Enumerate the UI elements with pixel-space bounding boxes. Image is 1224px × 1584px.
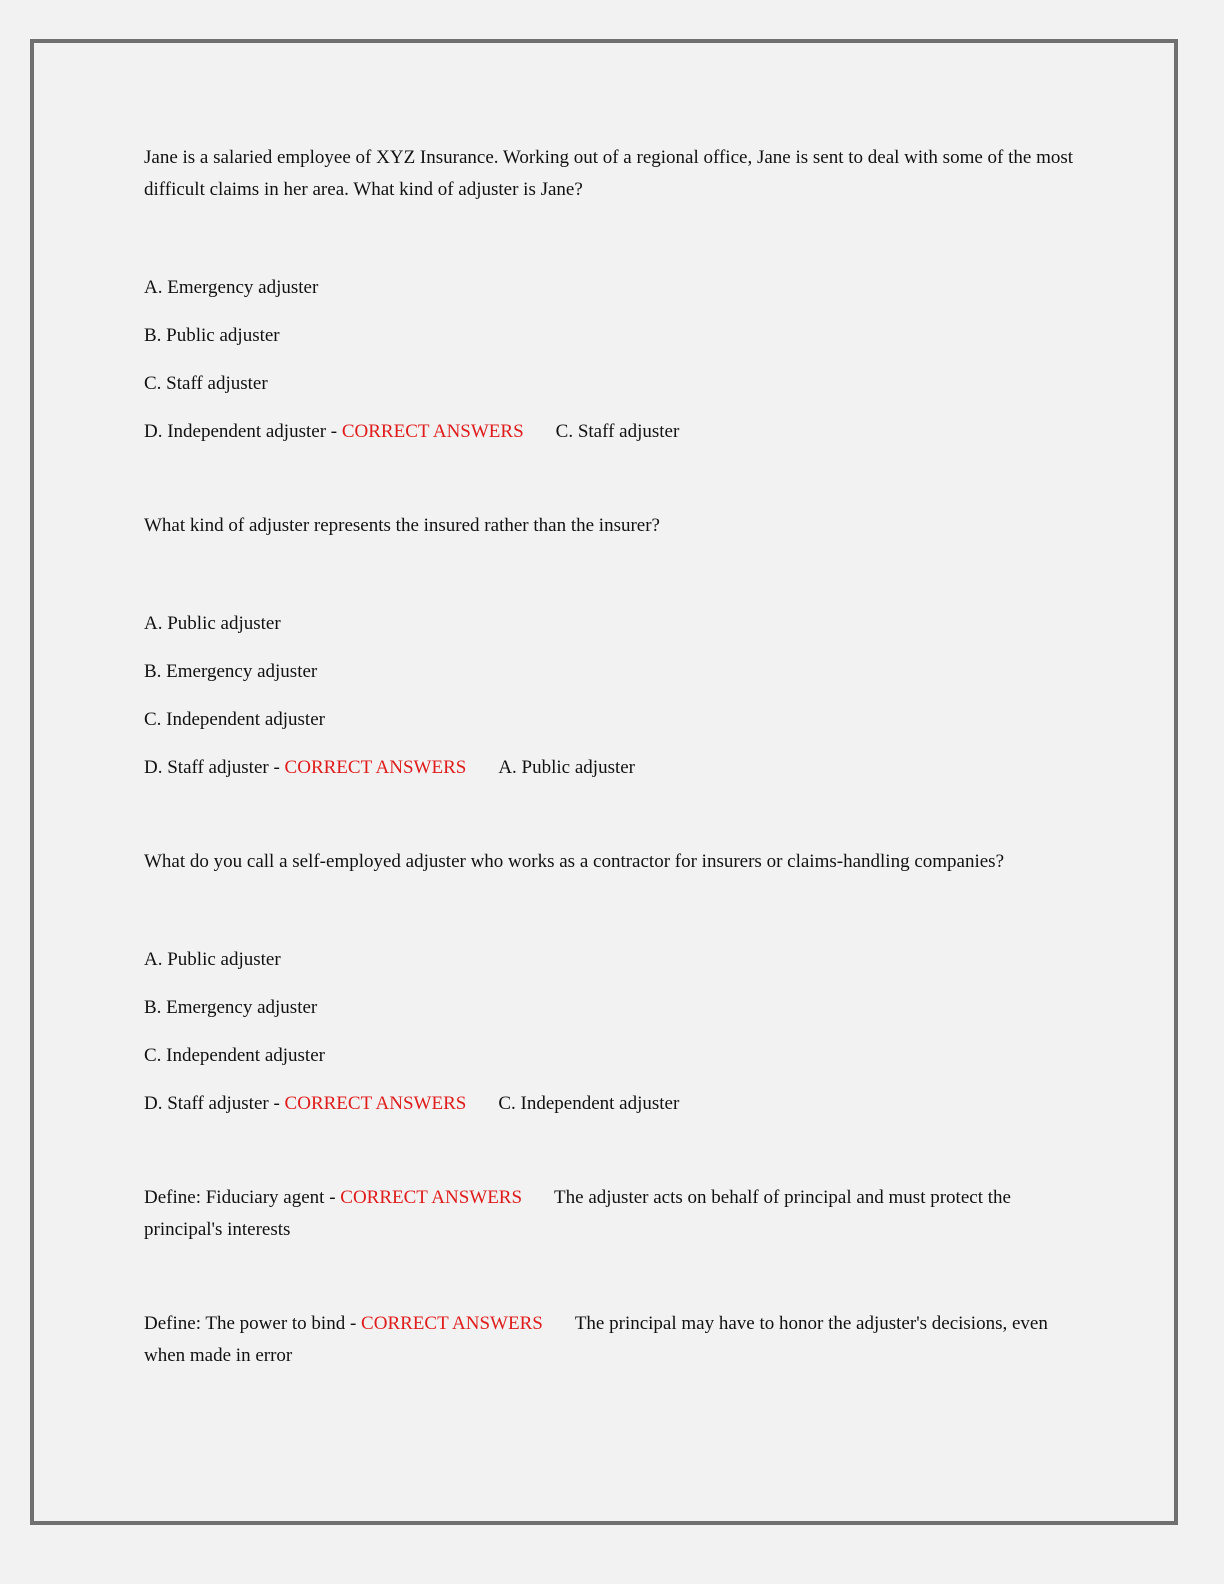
option-c: C. Independent adjuster bbox=[144, 1045, 325, 1066]
answer-line bbox=[144, 752, 1084, 784]
answer-text: C. Staff adjuster bbox=[555, 421, 680, 442]
question-text: Jane is a salaried employee of XYZ Insurance. Working out of a regional office, Jane is sent to deal with some of the most difficult claims in her area. What kind of adjuster is Jane? bbox=[144, 147, 1074, 200]
definition-term: Define: Fiduciary agent bbox=[144, 1187, 325, 1208]
answer-line bbox=[144, 1088, 1084, 1120]
definition-block-1 bbox=[144, 1182, 1084, 1246]
document-content bbox=[144, 142, 1084, 1434]
separator: - bbox=[268, 757, 285, 778]
separator: - bbox=[345, 1313, 362, 1334]
option-d: D. Staff adjuster bbox=[144, 757, 269, 778]
question-block-3 bbox=[144, 846, 1084, 1120]
correct-answers-label: CORRECT ANSWERS bbox=[341, 421, 524, 442]
definition-answer: The principal may have to honor the adjuster's decisions, even when made in error bbox=[144, 1313, 1048, 1366]
question-block-2 bbox=[144, 510, 1084, 784]
option-a: A. Emergency adjuster bbox=[144, 277, 319, 298]
question-text: What do you call a self-employed adjuster who works as a contractor for insurers or claims-handling companies? bbox=[144, 851, 1005, 872]
answer-text: A. Public adjuster bbox=[498, 757, 636, 778]
option-a: A. Public adjuster bbox=[144, 949, 281, 970]
separator: - bbox=[268, 1093, 285, 1114]
option-d: D. Staff adjuster bbox=[144, 1093, 269, 1114]
definition-term: Define: The power to bind bbox=[144, 1313, 346, 1334]
definition-block-2 bbox=[144, 1308, 1084, 1372]
answer-line bbox=[144, 416, 1084, 448]
definition-answer: The adjuster acts on behalf of principal and must protect the principal's interests bbox=[144, 1187, 1011, 1240]
question-text: What kind of adjuster represents the insured rather than the insurer? bbox=[144, 515, 660, 536]
option-c: C. Independent adjuster bbox=[144, 709, 325, 730]
option-b: B. Public adjuster bbox=[144, 325, 280, 346]
answer-text: C. Independent adjuster bbox=[498, 1093, 680, 1114]
option-d: D. Independent adjuster bbox=[144, 421, 327, 442]
correct-answers-label: CORRECT ANSWERS bbox=[284, 757, 467, 778]
option-c: C. Staff adjuster bbox=[144, 373, 268, 394]
separator: - bbox=[326, 421, 342, 442]
option-b: B. Emergency adjuster bbox=[144, 661, 318, 682]
correct-answers-label: CORRECT ANSWERS bbox=[340, 1187, 523, 1208]
correct-answers-label: CORRECT ANSWERS bbox=[361, 1313, 543, 1334]
question-block-1 bbox=[144, 142, 1084, 448]
option-b: B. Emergency adjuster bbox=[144, 997, 318, 1018]
separator: - bbox=[324, 1187, 341, 1208]
option-a: A. Public adjuster bbox=[144, 613, 281, 634]
correct-answers-label: CORRECT ANSWERS bbox=[284, 1093, 467, 1114]
